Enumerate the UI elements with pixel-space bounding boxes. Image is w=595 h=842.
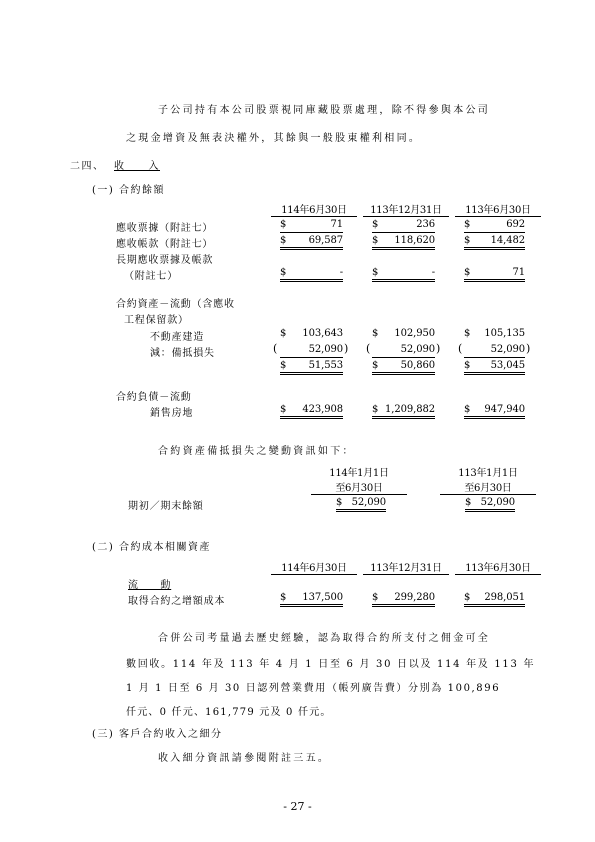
intro-line-2: 之現金增資及無表決權外，其餘與一般股東權利相同。 bbox=[126, 133, 422, 144]
cell-notes-receivable-1: $ 71 bbox=[280, 219, 343, 233]
cost-para-line-3: 1 月 1 日至 6 月 30 日認列營業費用（帳列廣告費）分別為 100,896 bbox=[126, 683, 501, 694]
subsection-3-title: (三) 客戶合約收入之細分 bbox=[92, 729, 223, 740]
row-label-contract-assets-2: 工程保留款） bbox=[124, 315, 189, 326]
cell-notes-receivable-3: $ 692 bbox=[464, 219, 525, 233]
row-label-real-estate: 不動產建造 bbox=[150, 332, 204, 343]
cost-para-line-4: 仟元、0 仟元、161,779 元及 0 仟元。 bbox=[126, 707, 332, 718]
cell-accounts-receivable-2: $ 118,620 bbox=[372, 235, 435, 250]
cell-real-estate-1: $ 103,643 bbox=[280, 328, 343, 339]
row-label-liabilities: 合約負債－流動 bbox=[116, 392, 192, 403]
cell-allowance-2: 52,090 bbox=[372, 344, 435, 358]
cell-real-estate-3: $ 105,135 bbox=[464, 328, 525, 339]
cell-opening-closing-2: $ 52,090 bbox=[465, 497, 515, 512]
section-title: 收 入 bbox=[114, 161, 160, 172]
cell-net-assets-3: $ 53,045 bbox=[464, 360, 525, 375]
row-label-allowance: 減：備抵損失 bbox=[150, 348, 215, 359]
cost-column-header-1: 114年6月30日 bbox=[271, 559, 357, 575]
cell-sales-property-1: $ 423,908 bbox=[280, 404, 343, 419]
column-header-2: 113年12月31日 bbox=[363, 201, 449, 217]
cell-incremental-cost-3: $ 298,051 bbox=[464, 592, 525, 607]
paren-close-1: ) bbox=[344, 342, 349, 355]
page-number: - 27 - bbox=[283, 800, 312, 813]
cell-long-term-1: $ - bbox=[280, 267, 343, 282]
cost-para-line-1: 合併公司考量過去歷史經驗，認為取得合約所支付之佣金可全 bbox=[158, 633, 491, 644]
cell-accounts-receivable-3: $ 14,482 bbox=[464, 235, 525, 250]
intro-line-1: 子公司持有本公司股票視同庫藏股票處理，除不得參與本公司 bbox=[158, 105, 491, 116]
cost-para-line-2: 數回收。114 年及 113 年 4 月 1 日至 6 月 30 日以及 114 年及 113 年 bbox=[126, 659, 536, 670]
row-label-sales-property: 銷售房地 bbox=[150, 408, 194, 419]
change-header-2-line-2: 至6月30日 bbox=[440, 479, 536, 495]
cell-net-assets-1: $ 51,553 bbox=[280, 360, 343, 375]
subsection-3-text: 收入細分資訊請參閱附註三五。 bbox=[158, 753, 331, 764]
cost-column-header-3: 113年6月30日 bbox=[455, 559, 541, 575]
paren-open-3: ( bbox=[458, 342, 463, 355]
change-header-2-line-1: 113年1月1日 bbox=[458, 468, 518, 479]
subsection-2-title: (二) 合約成本相關資產 bbox=[92, 542, 211, 553]
subsection-1-title: (一) 合約餘額 bbox=[92, 185, 165, 196]
column-header-1: 114年6月30日 bbox=[271, 201, 357, 217]
paren-close-3: ) bbox=[526, 342, 531, 355]
paren-close-2: ) bbox=[436, 342, 441, 355]
row-label-incremental-cost: 取得合約之增額成本 bbox=[128, 596, 226, 607]
cell-real-estate-2: $ 102,950 bbox=[372, 328, 435, 339]
change-header-1-line-1: 114年1月1日 bbox=[329, 468, 389, 479]
cell-incremental-cost-1: $ 137,500 bbox=[280, 592, 343, 607]
change-intro: 合約資產備抵損失之變動資訊如下： bbox=[158, 446, 355, 457]
cell-notes-receivable-2: $ 236 bbox=[372, 219, 435, 233]
row-label-accounts-receivable: 應收帳款（附註七） bbox=[116, 239, 214, 250]
cell-opening-closing-1: $ 52,090 bbox=[336, 497, 386, 512]
cell-long-term-2: $ - bbox=[372, 267, 435, 282]
cell-incremental-cost-2: $ 299,280 bbox=[372, 592, 435, 607]
cell-accounts-receivable-1: $ 69,587 bbox=[280, 235, 343, 250]
paren-open-1: ( bbox=[273, 342, 278, 355]
cell-long-term-3: $ 71 bbox=[464, 267, 525, 282]
paren-open-2: ( bbox=[366, 342, 371, 355]
row-label-opening-closing: 期初／期末餘額 bbox=[128, 501, 204, 512]
cell-allowance-1: 52,090 bbox=[280, 344, 343, 358]
row-label-contract-assets-1: 合約資產－流動（含應收 bbox=[116, 299, 235, 310]
cost-column-header-2: 113年12月31日 bbox=[363, 559, 449, 575]
section-number: 二四、 bbox=[70, 161, 105, 172]
cell-allowance-3: 52,090 bbox=[464, 344, 525, 358]
row-label-long-term-2: （附註七） bbox=[124, 271, 178, 282]
row-label-notes-receivable: 應收票據（附註七） bbox=[116, 223, 214, 234]
group-label-current: 流 動 bbox=[128, 580, 172, 591]
column-header-3: 113年6月30日 bbox=[455, 201, 541, 217]
cell-sales-property-2: $ 1,209,882 bbox=[372, 404, 435, 419]
cell-net-assets-2: $ 50,860 bbox=[372, 360, 435, 375]
change-header-1-line-2: 至6月30日 bbox=[311, 479, 407, 495]
cell-sales-property-3: $ 947,940 bbox=[464, 404, 525, 419]
row-label-long-term-1: 長期應收票據及帳款 bbox=[116, 255, 214, 266]
